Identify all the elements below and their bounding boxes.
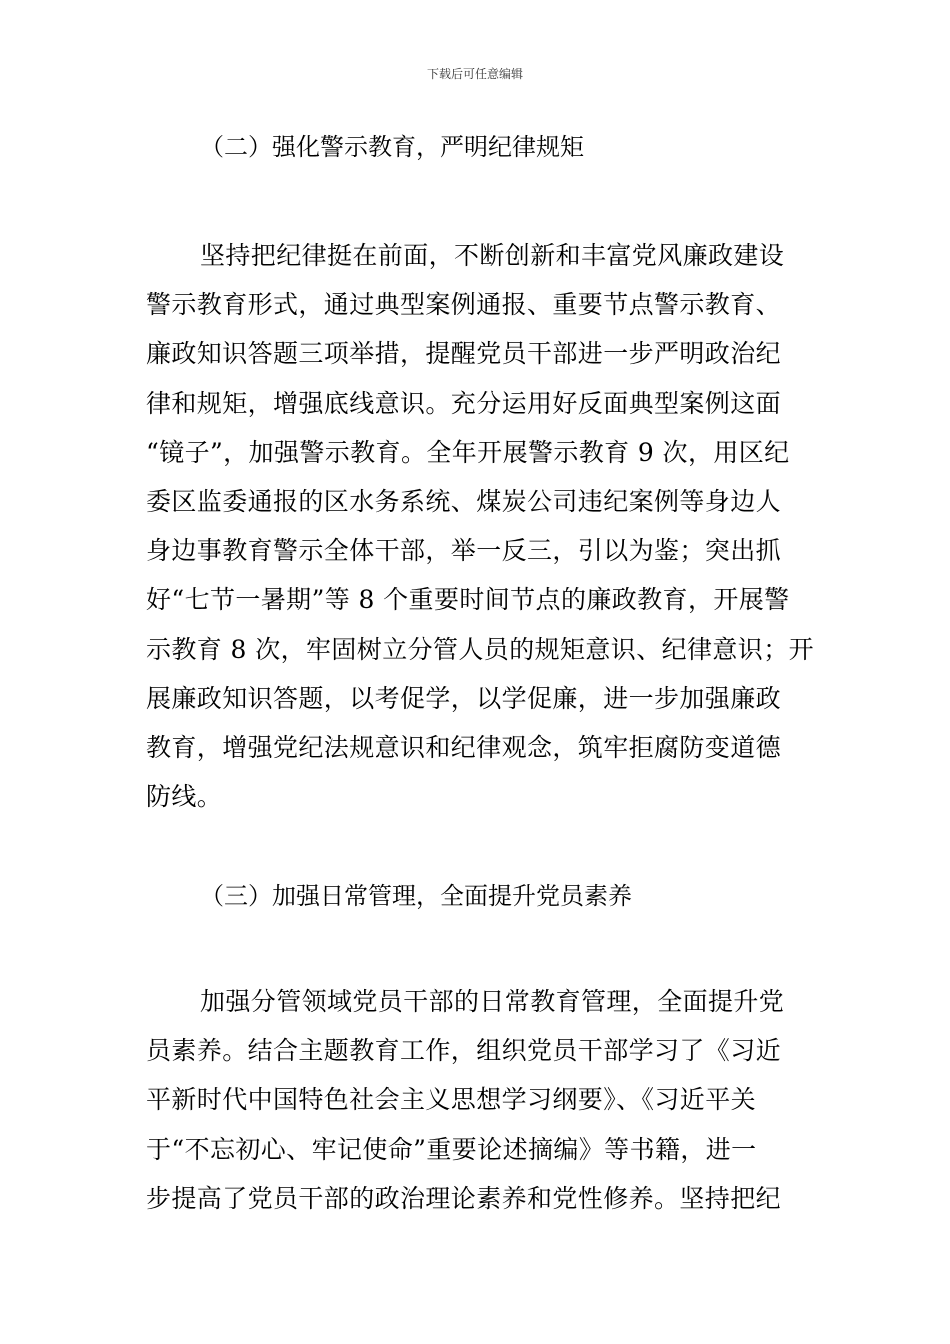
paragraph-line: “镜子”，加强警示教育。全年开展警示教育 9 次，用区纪 <box>146 437 790 467</box>
paragraph-line: 平新时代中国特色社会主义思想学习纲要》、《习近平关 <box>146 1085 757 1115</box>
paragraph-line: 警示教育形式，通过典型案例通报、重要节点警示教育、 <box>146 290 782 320</box>
paragraph-warning-education <box>146 231 815 821</box>
paragraph-line: 防线。 <box>146 782 223 812</box>
section-heading-3: （三）加强日常管理，全面提升党员素养 <box>200 882 632 910</box>
paragraph-line: 好“七节一暑期”等 8 个重要时间节点的廉政教育，开展警 <box>146 585 790 615</box>
paragraph-line: 于“不忘初心、牢记使命”重要论述摘编》等书籍，进一 <box>146 1134 757 1164</box>
paragraph-line: 展廉政知识答题，以考促学，以学促廉，进一步加强廉政 <box>146 683 782 713</box>
download-note: 下载后可任意编辑 <box>426 67 523 81</box>
paragraph-line: 身边事教育警示全体干部，举一反三，引以为鉴；突出抓 <box>146 536 782 566</box>
paragraph-line: 坚持把纪律挺在前面，不断创新和丰富党风廉政建设 <box>200 241 785 270</box>
paragraph-line: 步提高了党员干部的政治理论素养和党性修养。坚持把纪 <box>146 1183 782 1213</box>
paragraph-line: 示教育 8 次，牢固树立分管人员的规矩意识、纪律意识；开 <box>146 634 815 664</box>
paragraph-line: 教育，增强党纪法规意识和纪律观念，筑牢拒腐防变道德 <box>146 732 782 762</box>
section-heading-2: （二）强化警示教育，严明纪律规矩 <box>200 133 584 161</box>
paragraph-daily-management <box>146 977 810 1223</box>
paragraph-line: 委区监委通报的区水务系统、煤炭公司违纪案例等身边人 <box>146 486 782 516</box>
paragraph-line: 员素养。结合主题教育工作，组织党员干部学习了《习近 <box>146 1036 782 1066</box>
paragraph-line: 廉政知识答题三项举措，提醒党员干部进一步严明政治纪 <box>146 339 782 369</box>
paragraph-line: 加强分管领域党员干部的日常教育管理，全面提升党 <box>200 987 785 1016</box>
paragraph-line: 律和规矩，增强底线意识。充分运用好反面典型案例这面 <box>146 388 782 418</box>
